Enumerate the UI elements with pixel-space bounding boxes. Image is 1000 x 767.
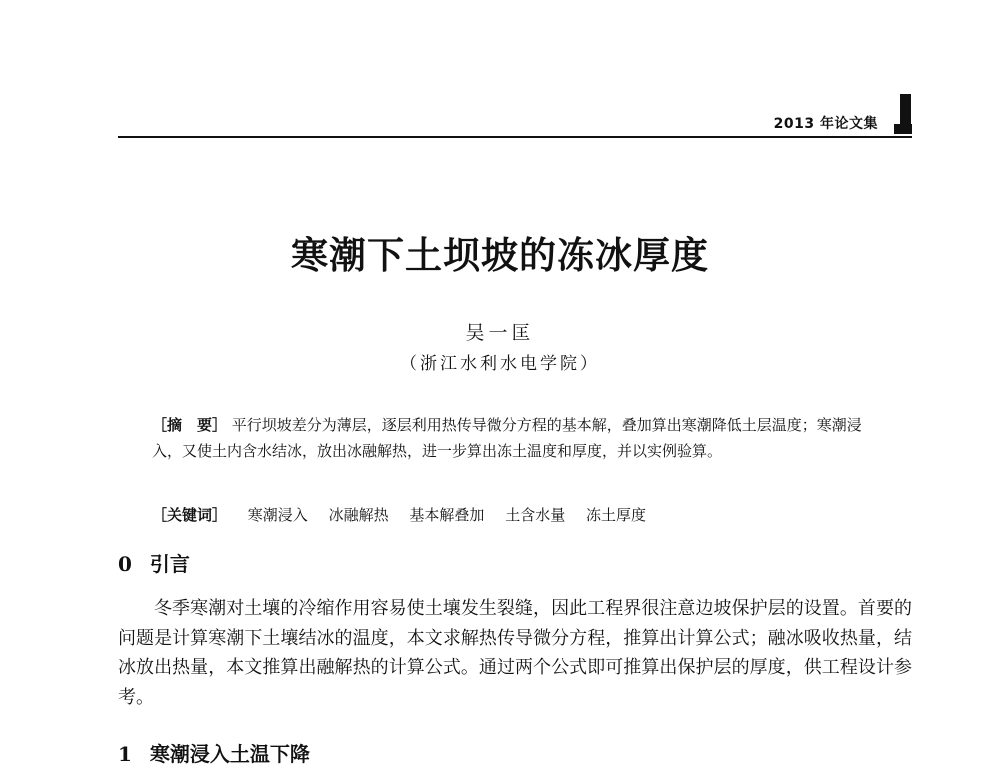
section-number: 1 bbox=[118, 742, 132, 766]
abstract bbox=[152, 412, 872, 464]
section-number: 0 bbox=[118, 552, 132, 576]
header-block-mark-icon bbox=[896, 94, 912, 138]
header-mark-base bbox=[894, 124, 912, 134]
header-mark-bar bbox=[900, 94, 911, 124]
keyword: 土含水量 bbox=[505, 506, 566, 524]
keyword: 冰融解热 bbox=[328, 506, 389, 524]
intro-paragraph: 冬季寒潮对土壤的冷缩作用容易使土壤发生裂缝，因此工程界很注意边坡保护层的设置。首要的问题是计算寒潮下土壤结冰的温度，本文求解热传导微分方程，推算出计算公式；融冰吸收热量，结冰放出热量，本文推算出融解热的计算公式。通过两个公式即可推算出保护层的厚度，供工程设计参考。 bbox=[118, 598, 912, 708]
keyword: 基本解叠加 bbox=[409, 506, 485, 524]
running-title: 2013 年论文集 bbox=[773, 116, 878, 132]
keyword: 冻土厚度 bbox=[585, 506, 646, 524]
running-header bbox=[118, 110, 912, 138]
author-name: 吴一匡 bbox=[465, 322, 535, 344]
keyword: 寒潮浸入 bbox=[247, 506, 308, 524]
paper-title: 寒潮下土坝坡的冻冰厚度 bbox=[291, 233, 709, 277]
section-heading-intro bbox=[118, 548, 190, 577]
keywords-label: ［关键词］ bbox=[152, 506, 228, 524]
keywords bbox=[152, 502, 872, 528]
section-title: 引言 bbox=[149, 552, 190, 576]
abstract-label: ［摘 要］ bbox=[152, 416, 228, 434]
author-affiliation: （浙江水利水电学院） bbox=[400, 354, 600, 374]
section-heading-1 bbox=[118, 738, 310, 767]
section-title: 寒潮浸入土温下降 bbox=[149, 742, 310, 766]
abstract-text: 平行坝坡差分为薄层，逐层利用热传导微分方程的基本解，叠加算出寒潮降低土层温度；寒潮浸入，又使土内含水结冰，放出冰融解热，进一步算出冻土温度和厚度，并以实例验算。 bbox=[152, 416, 862, 460]
